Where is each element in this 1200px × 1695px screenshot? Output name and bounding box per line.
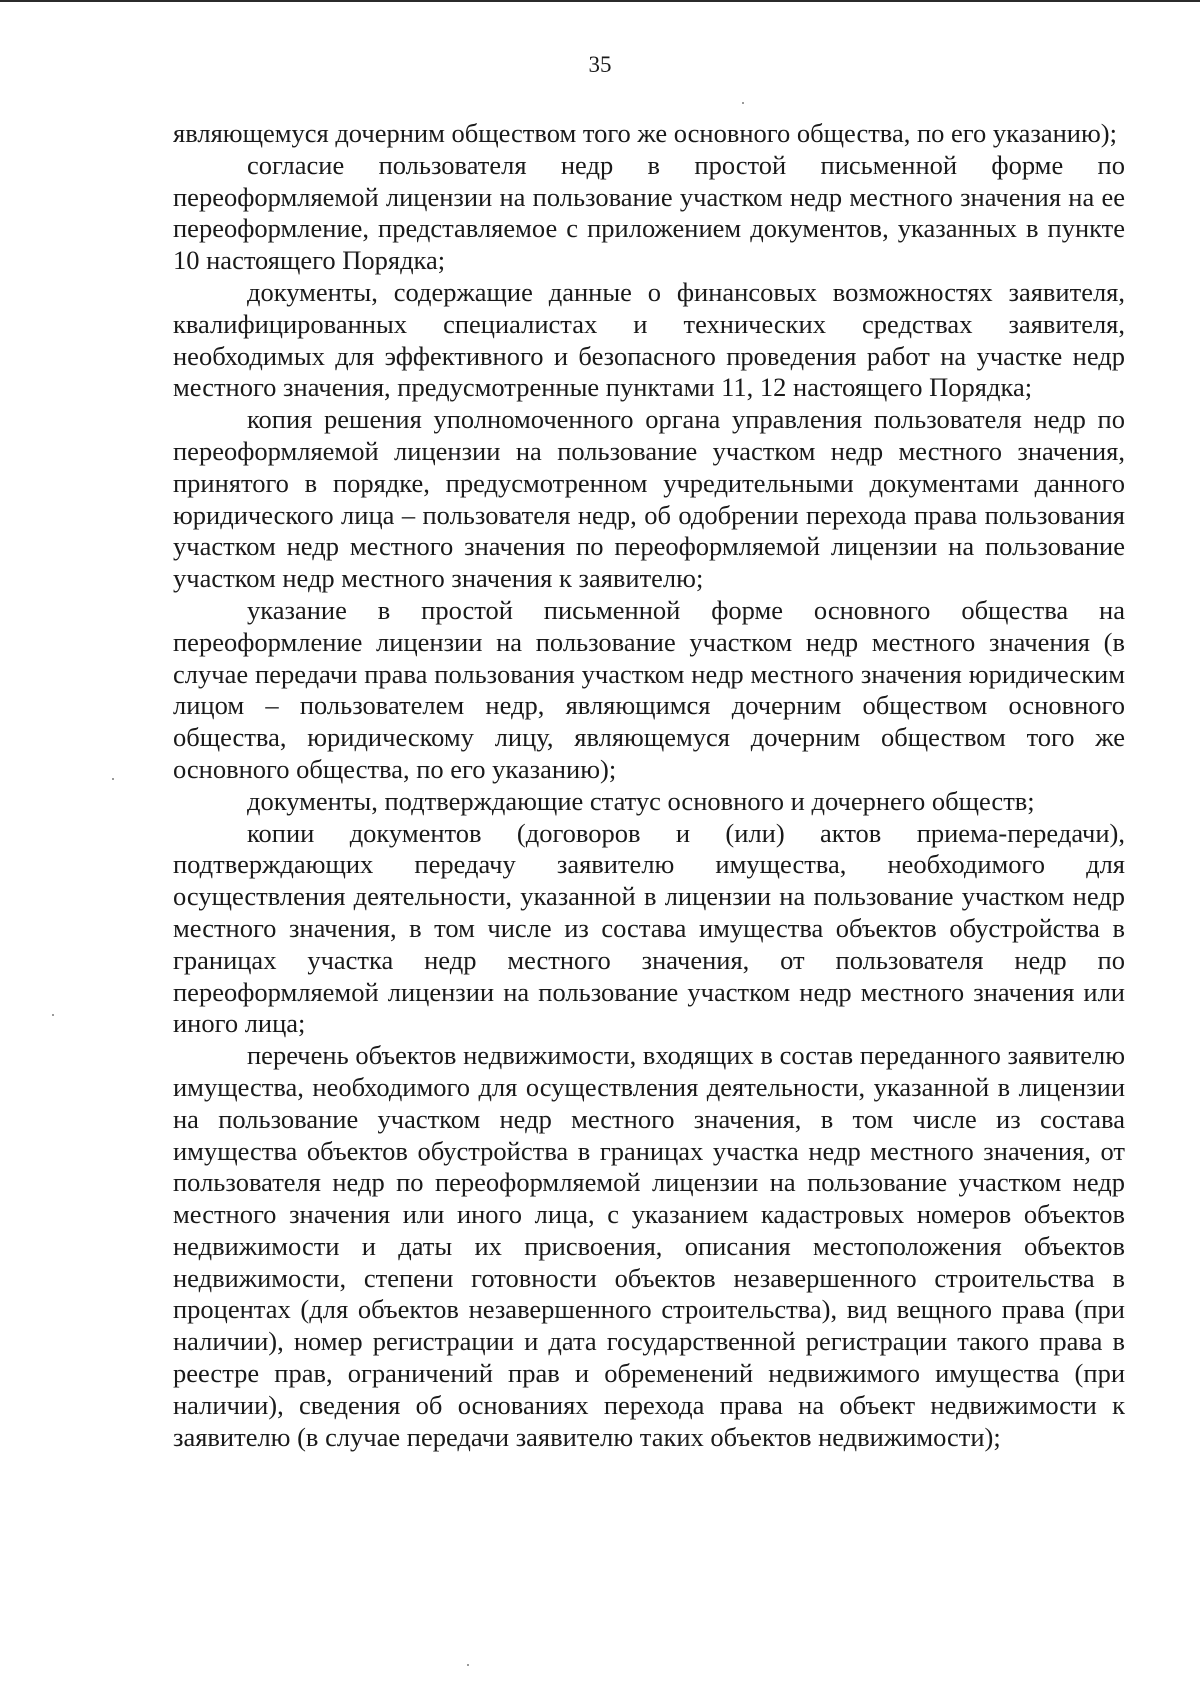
scan-speck <box>112 778 114 780</box>
paragraph-applicant-capabilities: документы, содержащие данные о финансовых возможностях заявителя, квалифицированных специалистах и технических средствах заявителя, необходимых для эффективного и безопасного проведения работ на участке недр местного значения, предусмотренные пунктами 11, 12 настоящего Порядка; <box>173 276 1125 403</box>
paragraph-company-status-documents: документы, подтверждающие статус основного и дочернего обществ; <box>247 785 1035 816</box>
paragraph-transfer-documents-copies: копии документов (договоров и (или) актов приема-передачи), подтверждающих передачу заявителю имущества, необходимого для осуществления деятельности, указанной в лицензии на пользование участком недр местного значения, в том числе из состава имущества объектов обустройства в границах участка недр местного значения, от пользователя недр по переоформляемой лицензии на пользование участком недр местного значения или иного лица; <box>173 817 1125 1039</box>
paragraph-real-estate-list: перечень объектов недвижимости, входящих в состав переданного заявителю имущества, необходимого для осуществления деятельности, указанной в лицензии на пользование участком недр местного значения, в том числе из состава имущества объектов обустройства в границах участка недр местного значения, от пользователя недр по переоформляемой лицензии на пользование участком недр местного значения или иного лица, с указанием кадастровых номеров объектов недвижимости и даты их присвоения, описания местоположения объектов недвижимости, степени готовности объектов незавершенного строительства в процентах (для объектов незавершенного строительства), вид вещного права (при наличии), номер регистрации и дата государственной регистрации такого права в реестре прав, ограничений прав и обременений недвижимого имущества (при наличии), сведения об основаниях перехода права на объект недвижимости к заявителю (в случае передачи заявителю таких объектов недвижимости); <box>173 1040 1125 1452</box>
page-number: 35 <box>588 52 612 77</box>
paragraph-parent-company-instruction: указание в простой письменной форме основного общества на переоформление лицензии на пользование участком недр местного значения (в случае передачи права пользования участком недр местного значения юридическим лицом – пользователем недр, являющимся дочерним обществом основного общества, юридическому лицу, являющемуся дочерним обществом того же основного общества, по его указанию); <box>173 594 1125 784</box>
scan-speck <box>52 1014 54 1016</box>
paragraph-continuation: являющемуся дочерним обществом того же основного общества, по его указанию); <box>173 118 1117 148</box>
scan-speck <box>742 102 744 104</box>
scan-speck <box>467 1664 469 1666</box>
paragraph-authority-decision-copy: копия решения уполномоченного органа управления пользователя недр по переоформляемой лицензии на пользование участком недр местного значения, принятого в порядке, предусмотренном учредительными документами данного юридического лица – пользователя недр, об одобрении перехода права пользования участком недр местного значения по переоформляемой лицензии на пользование участком недр местного значения к заявителю; <box>173 404 1125 594</box>
paragraph-subsoil-user-consent: согласие пользователя недр в простой письменной форме по переоформляемой лицензии на пользование участком недр местного значения на ее переоформление, представляемое с приложением документов, указанных в пункте 10 настоящего Порядка; <box>173 149 1125 276</box>
document-body <box>173 118 1125 1453</box>
